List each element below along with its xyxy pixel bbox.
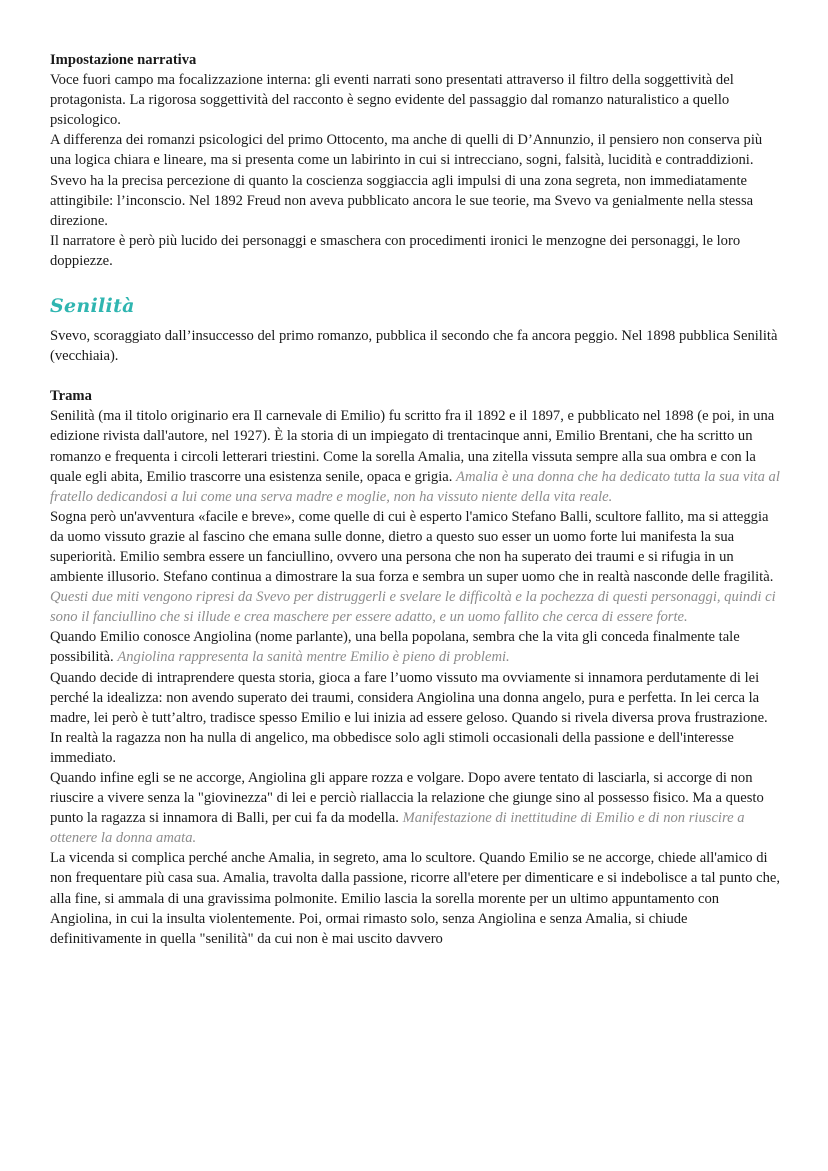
trama-text-2: Sogna però un'avventura «facile e breve», come quelle di cui è esperto l'amico Stefano Balli, scultore fallito, ma si atteggia da uomo vissuto grazie al fascino che emana sulle donne, dietro a questo suo esser un uomo forte lui manifesta la sua superiorità. Emilio sembra essere un fanciullino, ovvero una persona che non ha superato dei traumi e si rifugia in un ambiente illusorio. Stefano continua a dimostrare la sua forza e sembra un super uomo che in realtà nasconde delle fragilità. [50, 508, 774, 586]
heading-trama: Trama [50, 388, 92, 405]
trama-text-1: Senilità (ma il titolo originario era Il carnevale di Emilio) fu scritto fra il 1892 e il 1897, e pubblicato nel 1898 (e poi, in una edizione rivista dall'autore, nel 1927). È la storia di un impiegato di trentacinque anni, Emilio Brentani, che ha scritto un romanzo e frequenta i circoli letterari triestini. Come la sorella Amalia, una zitella vissuta sempre alla sua ombra e con la quale egli abita, Emilio trascorre una esistenza senile, opaca e grigia. [50, 408, 775, 485]
paragraph-trama-3 [50, 627, 780, 667]
paragraph-trama-2 [50, 507, 780, 628]
section-title-senilita: Senilità [50, 295, 135, 318]
paragraph-trama-6: La vicenda si complica perché anche Amalia, in segreto, ama lo scultore. Quando Emilio se ne accorge, chiede all'amico di non frequentare più casa sua. Amalia, travolta dalla passione, ricorre all'etere per dimenticare e si indebolisce a tal punto che, alla fine, si ammala di una gravissima polmonite. Emilio lascia la sorella morente per un ultimo appuntamento con Angiolina, in cui la insulta violentemente. Poi, ormai rimasto solo, senza Angiolina e senza Amalia, si chiude definitivamente in quella "senilità" da cui non è mai uscito davvero [50, 850, 780, 947]
trama-text-3: Quando Emilio conosce Angiolina (nome parlante), una bella popolana, sembra che la vita gli conceda finalmente tale possibilità. [50, 629, 740, 666]
trama-note-2: Questi due miti vengono ripresi da Svevo per distruggerli e svelare le difficoltà e la pochezza di questi personaggi, quindi ci sono il fanciullino che si illude e crea maschere per essere adatto, e un uomo fallito che cerca di essere forte. [50, 589, 776, 626]
trama-note-3: Angiolina rappresenta la sanità mentre Emilio è pieno di problemi. [117, 649, 510, 666]
trama-text-5: Quando infine egli se ne accorge, Angiolina gli appare rozza e volgare. Dopo avere tentato di lasciarla, si accorge di non riuscire a vivere senza la "giovinezza" di lei e perciò riallaccia la relazione che giunge sino al possesso fisico. Ma a questo punto la ragazza si innamora di Balli, per cui fa da modella. [50, 770, 764, 827]
paragraph-narrator-irony: Il narratore è però più lucido dei personaggi e smaschera con procedimenti ironici le menzogne dei personaggi, le loro doppiezze. [50, 232, 741, 269]
paragraph-trama-1 [50, 406, 780, 506]
paragraph-senilita-intro: Svevo, scoraggiato dall’insuccesso del primo romanzo, pubblica il secondo che fa ancora peggio. Nel 1898 pubblica Senilità (vecchiaia). [50, 328, 778, 365]
trama-note-1: Amalia è una donna che ha dedicato tutta la sua vita al fratello dedicandosi a lui come una serva madre e moglie, non ha vissuto niente della vita reale. [50, 468, 780, 505]
paragraph-trama-5 [50, 768, 780, 848]
document-page [50, 50, 780, 949]
spacer [50, 366, 780, 386]
trama-note-5: Manifestazione di inettitudine di Emilio e di non riuscire a ottenere la donna amata. [50, 810, 745, 847]
paragraph-psychological-novel: A differenza dei romanzi psicologici del primo Ottocento, ma anche di quelli di D’Annunzio, il pensiero non conserva più una logica chiara e lineare, ma si presenta come un labirinto in cui si intrecciano, sogni, falsità, lucidità e contraddizioni. Svevo ha la precisa percezione di quanto la coscienza soggiaccia agli impulsi di una zona segreta, non immediatamente attingibile: l’inconscio. Nel 1892 Freud non aveva pubblicato ancora le sue teorie, ma Svevo va genialmente nella stessa direzione. [50, 132, 763, 229]
heading-impostazione-narrativa: Impostazione narrativa [50, 52, 197, 68]
paragraph-trama-4: Quando decide di intraprendere questa storia, gioca a fare l’uomo vissuto ma ovviamente si innamora perdutamente di lei perché la idealizza: non avendo superato dei traumi, considera Angiolina una donna angelo, pura e perfetta. In lei cerca la madre, lei però è tutt’altro, tradisce spesso Emilio e lui inizia ad essere geloso. Quando si rivela diversa prova frustrazione. In realtà la ragazza non ha nulla di angelico, ma obbedisce solo agli stimoli occasionali della passione e dell'interesse immediato. [50, 669, 768, 766]
paragraph-narrative-focus: Voce fuori campo ma focalizzazione interna: gli eventi narrati sono presentati attraverso il filtro della soggettività del protagonista. La rigorosa soggettività del racconto è segno evidente del passaggio dal romanzo naturalistico a quello psicologico. [50, 72, 734, 129]
